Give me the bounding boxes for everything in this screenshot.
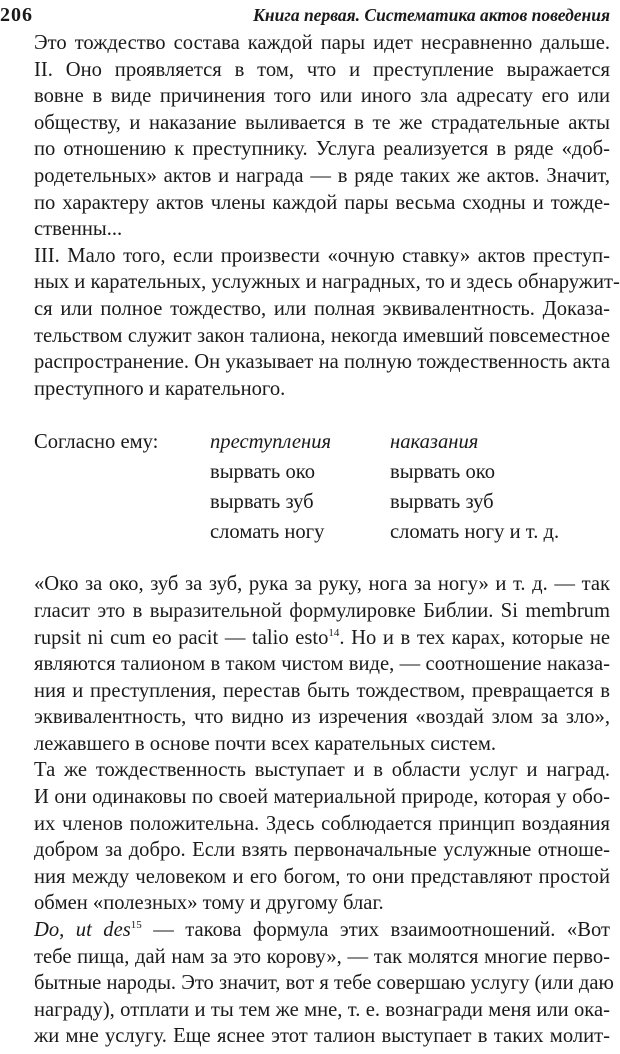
table-cell: вырвать око	[210, 461, 316, 484]
column-header-crimes: преступления	[210, 431, 332, 454]
text-line: ственны...	[34, 218, 123, 241]
text-line: обмен «полезных» тому и другому благ.	[34, 892, 384, 915]
text-line: Это тождество состава каждой пары идет несравненно дальше.	[34, 32, 610, 54]
text-line: бытные народы. Это значит, вот я тебе совершаю услугу (или даю	[34, 972, 614, 995]
page-header	[0, 0, 610, 30]
text-line: «Око за око, зуб за зуб, рука за руку, нога за ногу» и т. д. — так	[34, 573, 610, 596]
text-line: преступного и карательного.	[34, 377, 286, 400]
text-line: награду), отплати и ты тем же мне, т. е. вознагради меня или ока-	[34, 998, 610, 1021]
text-line: по отношению к преступнику. Услуга реализуется в ряде «доб-	[34, 138, 610, 161]
table-cell: сломать ногу и т. д.	[390, 521, 560, 544]
paragraph-5	[34, 917, 614, 1050]
text-line: rupsit ni cum eo pacit — talio esto$^{14}$. Но и в тех карах, которые не	[34, 626, 610, 649]
text-line: жи мне услугу. Еще яснее этот талион выступает в таких молит-	[34, 1025, 610, 1048]
text-line: ния между человеком и его богом, то они представляют простой	[34, 865, 610, 888]
text-line: вовне в виде причинения того или иного зла адресату его или	[34, 85, 610, 108]
table-cell: вырвать зуб	[390, 491, 494, 514]
text-line: И они одинаковы по своей материальной природе, которая у обо-	[34, 786, 610, 809]
text-line: добром за добро. Если взять первоначальные услужные отноше-	[34, 839, 610, 862]
text-line: лежавшего в основе почти всех карательных систем.	[34, 732, 497, 755]
page-number: 206	[0, 4, 33, 26]
footnote-ref-14[interactable]: 14	[328, 626, 340, 639]
text-line: III. Мало того, если произвести «очную ставку» актов преступ-	[34, 244, 610, 267]
text-line: ся или полное тождество, или полная эквивалентность. Доказа-	[34, 297, 610, 320]
text-line: гласит это в выразительной формулировке Библии. Si membrum	[34, 599, 610, 622]
text-line: обществу, и наказание выливается в те же страдательные акты	[34, 111, 610, 134]
table-cell: сломать ногу	[210, 521, 325, 544]
running-head: Книга первая. Систематика актов поведения	[253, 5, 610, 25]
text-line: родетельных» актов и награда — в ряде таких же актов. Значит,	[34, 164, 610, 187]
talion-table	[34, 427, 610, 547]
table-lead: Согласно ему:	[34, 431, 159, 454]
footnote-ref-15[interactable]: 15	[130, 919, 142, 932]
text-line: по характеру актов члены каждой пары весьма сходны и тожде-	[34, 191, 610, 214]
text-line: Та же тождественность выступает и в области услуг и наград.	[34, 759, 610, 782]
text-line: тельством служит закон талиона, некогда имевший повсеместное	[34, 324, 610, 347]
paragraph-4	[34, 757, 610, 917]
text-line: Do, ut des$^{15}$ — такова формула этих взаимоотношений. «Вот	[34, 919, 610, 942]
paragraph-3	[34, 571, 610, 757]
text-line: тебе пища, дай нам за это корову», — так молятся многие перво-	[34, 945, 610, 968]
table-cell: вырвать око	[390, 461, 496, 484]
paragraph-2	[34, 243, 620, 403]
text-line: ных и карательных, услужных и наградных, то и здесь обнаружит-	[34, 271, 620, 294]
text-line: эквивалентность, что видно из изречения «воздай злом за зло»,	[34, 706, 610, 729]
table-cell: вырвать зуб	[210, 491, 314, 514]
text-line: II. Оно проявляется в том, что и преступление выражается	[34, 58, 610, 81]
latin-phrase: Do, ut des	[34, 919, 131, 942]
text-line: являются талионом в таком чистом виде, — соотношение наказа-	[34, 653, 610, 676]
text-line: их членов положительна. Здесь соблюдается принцип воздаяния	[34, 812, 610, 835]
column-header-punishments: наказания	[390, 431, 479, 454]
text-line: распространение. Он указывает на полную тождественность акта	[34, 351, 610, 374]
paragraph-1	[34, 30, 610, 243]
text-line: ния и преступления, перестав быть тождеством, превращается в	[34, 679, 610, 702]
